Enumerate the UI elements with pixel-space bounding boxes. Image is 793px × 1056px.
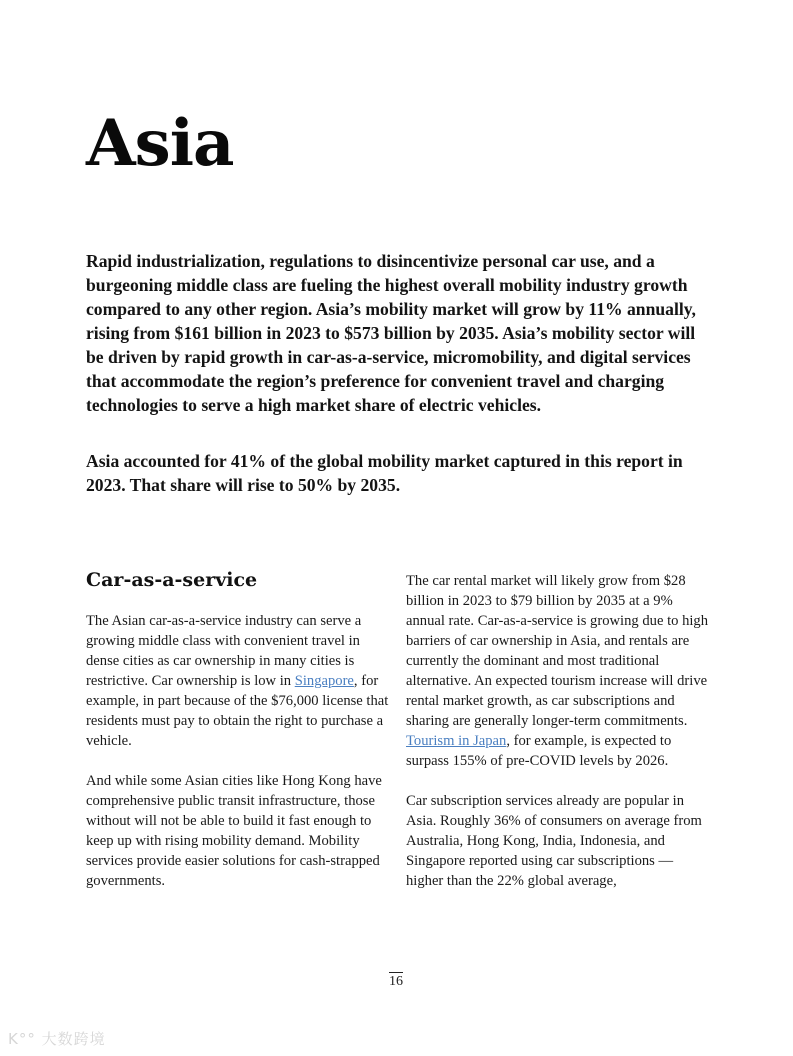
page-number: 16: [389, 974, 403, 989]
right-paragraph-1-text-b: , for example, is expected to surpass 155% of pre-COVID levels by 2026.: [406, 733, 672, 769]
right-column: [406, 571, 711, 911]
left-paragraph-1: [86, 611, 391, 751]
singapore-link[interactable]: Singapore: [294, 673, 354, 689]
left-paragraph-1-text-b: , for example, in part because of the $76,000 license that residents must pay to obtain the right to purchase a vehicle.: [86, 673, 389, 749]
watermark-logo: K°° 大数跨境: [8, 1030, 106, 1048]
lead-paragraph-1: Rapid industrialization, regulations to disincentivize personal car use, and a burgeoning middle class are fueling the highest overall mobility industry growth compared to any other region. Asia’s mobility market will grow by 11% annually, rising from $161 billion in 2023 to $573 billion by 2035. Asia’s mobility sector will be driven by rapid growth in car-as-a-service, micromobility, and digital services that accommodate the region’s preference for convenient travel and charging technologies to serve a high market share of electric vehicles.: [86, 251, 696, 415]
lead-paragraph-2: Asia accounted for 41% of the global mobility market captured in this report in 2023. That share will rise to 50% by 2035.: [86, 451, 683, 495]
right-paragraph-1-text-a: The car rental market will likely grow from $28 billion in 2023 to $79 billion by 2035 at a 9% annual rate. Car-as-a-service is growing due to high barriers of car ownership in Asia, and rentals are currently the dominant and most traditional alternative. An expected tourism increase will drive rental market growth, as car subscriptions and sharing are generally longer-term commitments.: [406, 573, 709, 729]
right-paragraph-1: [406, 571, 711, 771]
tourism-in-japan-link[interactable]: Tourism in Japan: [406, 733, 507, 749]
page-title: Asia: [86, 106, 234, 181]
left-column: [86, 611, 391, 911]
section-heading: Car-as-a-service: [86, 569, 258, 591]
left-paragraph-2: And while some Asian cities like Hong Kong have comprehensive public transit infrastructure, those without will not be able to build it fast enough to keep up with rising mobility demand. Mobility services provide easier solutions for cash-strapped governments.: [86, 773, 382, 889]
right-paragraph-2: Car subscription services already are popular in Asia. Roughly 36% of consumers on average from Australia, Hong Kong, India, Indonesia, and Singapore reported using car subscriptions — higher than the 22% global average,: [406, 793, 702, 889]
left-paragraph-1-text-a: The Asian car-as-a-service industry can serve a growing middle class with convenient travel in dense cities as car ownership in many cities is restrictive. Car ownership is low in: [86, 613, 362, 689]
